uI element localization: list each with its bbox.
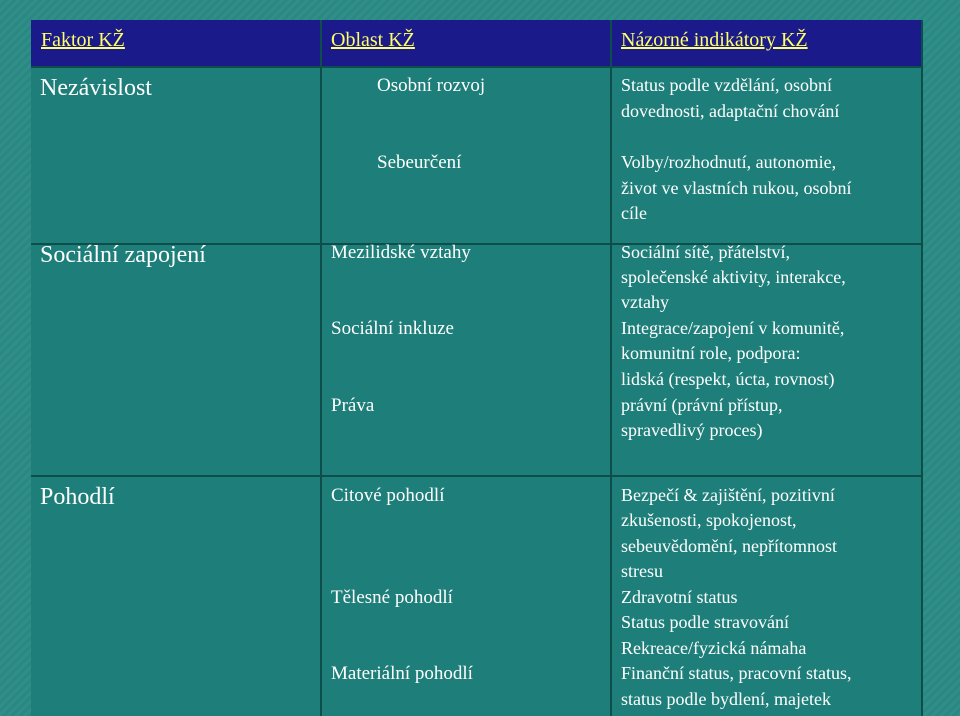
indicator-line: právní (právní přístup, xyxy=(621,395,783,415)
indicator-line: Rekreace/fyzická námaha xyxy=(621,638,807,658)
factor-wellbeing: Pohodlí xyxy=(40,484,115,510)
row-divider xyxy=(31,66,923,68)
indicator-line: spravedlivý proces) xyxy=(621,420,763,440)
area-physical-wellbeing: Tělesné pohodlí xyxy=(331,587,453,608)
indicator-line: zkušenosti, spokojenost, xyxy=(621,510,797,530)
area-self-determination: Sebeurčení xyxy=(377,152,462,173)
table-header xyxy=(31,20,923,66)
area-personal-development: Osobní rozvoj xyxy=(377,75,486,96)
header-indicators: Názorné indikátory KŽ xyxy=(621,29,808,51)
row-divider xyxy=(31,475,923,477)
indicator-line: Status podle stravování xyxy=(621,612,789,632)
area-social-inclusion: Sociální inkluze xyxy=(331,318,454,339)
area-interpersonal-relations: Mezilidské vztahy xyxy=(331,242,471,263)
indicator-line: společenské aktivity, interakce, xyxy=(621,267,846,287)
indicator-line: stresu xyxy=(621,561,663,581)
indicator-line: život ve vlastních rukou, osobní xyxy=(621,178,852,198)
area-rights: Práva xyxy=(331,395,375,416)
header-area: Oblast KŽ xyxy=(331,29,415,51)
indicator-line: Zdravotní status xyxy=(621,587,738,607)
column-divider xyxy=(610,20,612,716)
factor-social-inclusion: Sociální zapojení xyxy=(40,242,206,268)
indicator-line: Sociální sítě, přátelství, xyxy=(621,242,790,262)
indicator-line: Bezpečí & zajištění, pozitivní xyxy=(621,485,835,505)
indicator-line: dovednosti, adaptační chování xyxy=(621,101,840,121)
indicator-line: Integrace/zapojení v komunitě, xyxy=(621,318,845,338)
area-material-wellbeing: Materiální pohodlí xyxy=(331,663,473,684)
indicator-line: Status podle vzdělání, osobní xyxy=(621,75,832,95)
area-emotional-wellbeing: Citové pohodlí xyxy=(331,485,445,506)
column-divider xyxy=(921,20,923,716)
indicator-line: sebeuvědomění, nepřítomnost xyxy=(621,536,837,556)
indicator-line: cíle xyxy=(621,203,647,223)
indicator-line: vztahy xyxy=(621,292,669,312)
factor-independence: Nezávislost xyxy=(40,75,152,101)
indicator-line: komunitní role, podpora: xyxy=(621,343,801,363)
header-factor: Faktor KŽ xyxy=(41,29,125,51)
indicator-line: Volby/rozhodnutí, autonomie, xyxy=(621,152,837,172)
indicator-line: Finanční status, pracovní status, xyxy=(621,663,852,683)
indicator-line: lidská (respekt, úcta, rovnost) xyxy=(621,369,835,389)
quality-of-life-table xyxy=(31,20,923,716)
column-divider xyxy=(320,20,322,716)
indicator-line: status podle bydlení, majetek xyxy=(621,689,831,709)
